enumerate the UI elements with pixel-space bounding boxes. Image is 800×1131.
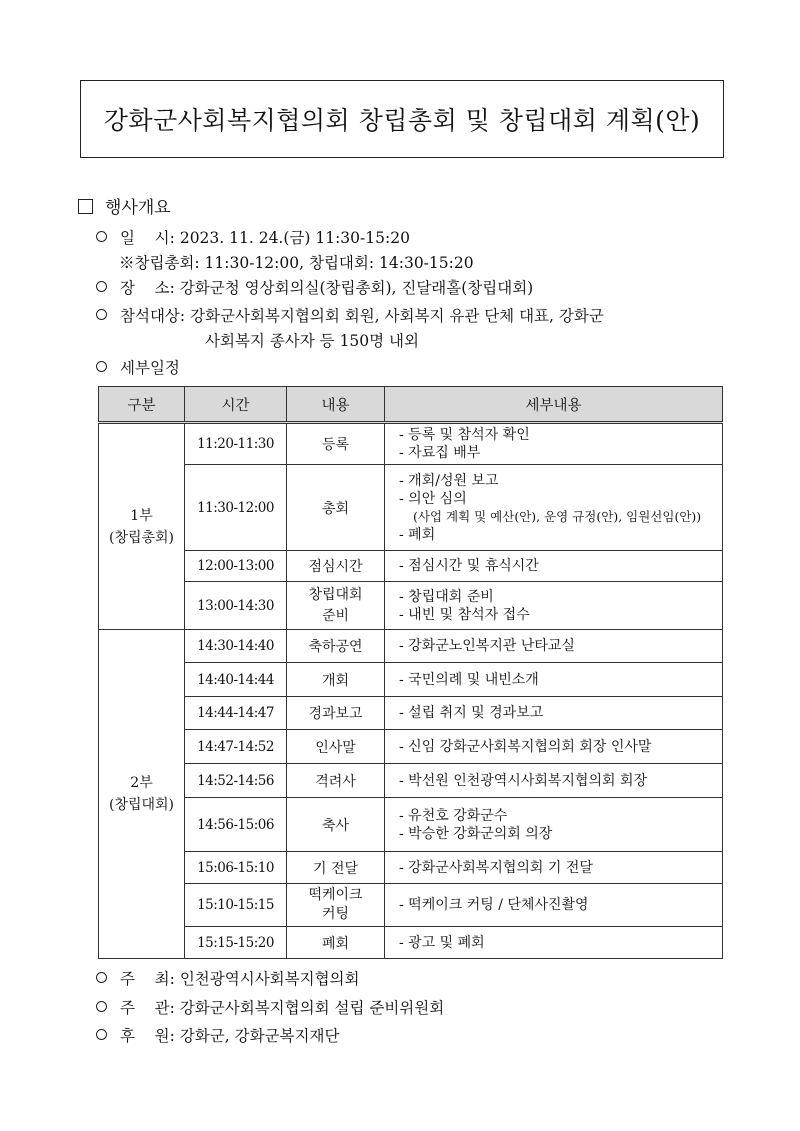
detail-cell: - 개회/성원 보고 - 의안 심의 (사업 계획 및 예산(안), 운영 규정(안), 임원선임(안)) - 폐회 — [385, 465, 723, 551]
content-cell: 등록 — [287, 423, 385, 465]
detail-cell: - 유천호 강화군수 - 박승한 강화군의회 의장 — [385, 798, 723, 852]
content-cell: 총회 — [287, 465, 385, 551]
table-row — [99, 630, 723, 663]
detail-cell: - 강화군사회복지협의회 기 전달 — [385, 852, 723, 884]
overview-note: ※창립총회: 11:30-12:00, 창립대회: 14:30-15:20 — [119, 254, 474, 272]
content-cell: 격려사 — [287, 764, 385, 798]
circle-bullet-icon — [96, 1029, 107, 1040]
table-row — [99, 798, 723, 852]
table-row — [99, 582, 723, 630]
table-row — [99, 927, 723, 959]
header-details: 세부내용 — [385, 387, 723, 423]
table-row — [99, 730, 723, 764]
overview-item-date: 일 시: 2023. 11. 24.(금) 11:30-15:20 — [96, 226, 410, 248]
footer-item-organizer: 주 관: 강화군사회복지협의회 설립 준비위원회 — [96, 996, 444, 1018]
time-cell: 14:40-14:44 — [185, 663, 287, 697]
circle-bullet-icon — [96, 231, 107, 242]
circle-bullet-icon — [96, 972, 107, 983]
table-row — [99, 663, 723, 697]
content-cell: 개회 — [287, 663, 385, 697]
title-box — [80, 80, 724, 158]
circle-bullet-icon — [96, 361, 107, 372]
detail-cell: - 강화군노인복지관 난타교실 — [385, 630, 723, 663]
footer-item-host: 주 최: 인천광역시사회복지협의회 — [96, 967, 360, 989]
table-row — [99, 852, 723, 884]
time-cell: 14:30-14:40 — [185, 630, 287, 663]
detail-cell: - 설립 취지 및 경과보고 — [385, 697, 723, 730]
detail-cell: - 창립대회 준비 - 내빈 및 참석자 접수 — [385, 582, 723, 630]
time-cell: 13:00-14:30 — [185, 582, 287, 630]
group-cell-part1: 1부 (창립총회) — [99, 423, 185, 630]
time-cell: 14:44-14:47 — [185, 697, 287, 730]
header-content: 내용 — [287, 387, 385, 423]
overview-item-attendees-cont: 사회복지 종사자 등 150명 내외 — [205, 332, 419, 350]
section-heading-text: 행사개요 — [105, 198, 171, 218]
overview-item-place: 장 소: 강화군청 영상회의실(창립총회), 진달래홀(창립대회) — [96, 276, 533, 298]
detail-cell: - 등록 및 참석자 확인 - 자료집 배부 — [385, 423, 723, 465]
table-header-row — [99, 387, 723, 423]
table-row — [99, 697, 723, 730]
detail-cell: - 점심시간 및 휴식시간 — [385, 551, 723, 582]
content-cell: 기 전달 — [287, 852, 385, 884]
document-title: 강화군사회복지협의회 창립총회 및 창립대회 계획(안) — [103, 106, 701, 135]
detail-cell: - 신임 강화군사회복지협의회 회장 인사말 — [385, 730, 723, 764]
time-cell: 15:06-15:10 — [185, 852, 287, 884]
detail-cell: - 떡케이크 커팅 / 단체사진촬영 — [385, 884, 723, 927]
footer-item-sponsor: 후 원: 강화군, 강화군복지재단 — [96, 1024, 339, 1046]
detail-cell: - 광고 및 폐회 — [385, 927, 723, 959]
square-outline-icon — [78, 199, 93, 214]
table-row — [99, 465, 723, 551]
detail-cell: - 국민의례 및 내빈소개 — [385, 663, 723, 697]
header-time: 시간 — [185, 387, 287, 423]
content-cell: 창립대회 준비 — [287, 582, 385, 630]
header-category: 구분 — [99, 387, 185, 423]
time-cell: 15:15-15:20 — [185, 927, 287, 959]
time-cell: 11:30-12:00 — [185, 465, 287, 551]
time-cell: 14:56-15:06 — [185, 798, 287, 852]
table-row — [99, 764, 723, 798]
content-cell: 인사말 — [287, 730, 385, 764]
table-row — [99, 551, 723, 582]
time-cell: 14:47-14:52 — [185, 730, 287, 764]
content-cell: 폐회 — [287, 927, 385, 959]
overview-item-attendees: 참석대상: 강화군사회복지협의회 회원, 사회복지 유관 단체 대표, 강화군 — [96, 304, 604, 326]
content-cell: 축하공연 — [287, 630, 385, 663]
content-cell: 축사 — [287, 798, 385, 852]
time-cell: 14:52-14:56 — [185, 764, 287, 798]
detail-cell: - 박선원 인천광역시사회복지협의회 회장 — [385, 764, 723, 798]
content-cell: 점심시간 — [287, 551, 385, 582]
overview-item-schedule: 세부일정 — [96, 356, 180, 378]
schedule-table — [98, 386, 723, 959]
time-cell: 15:10-15:15 — [185, 884, 287, 927]
circle-bullet-icon — [96, 1001, 107, 1012]
table-row — [99, 423, 723, 465]
time-cell: 11:20-11:30 — [185, 423, 287, 465]
content-cell: 떡케이크 커팅 — [287, 884, 385, 927]
circle-bullet-icon — [96, 281, 107, 292]
group-cell-part2: 2부 (창립대회) — [99, 630, 185, 959]
section-heading — [78, 193, 171, 218]
table-row — [99, 884, 723, 927]
time-cell: 12:00-13:00 — [185, 551, 287, 582]
content-cell: 경과보고 — [287, 697, 385, 730]
circle-bullet-icon — [96, 309, 107, 320]
